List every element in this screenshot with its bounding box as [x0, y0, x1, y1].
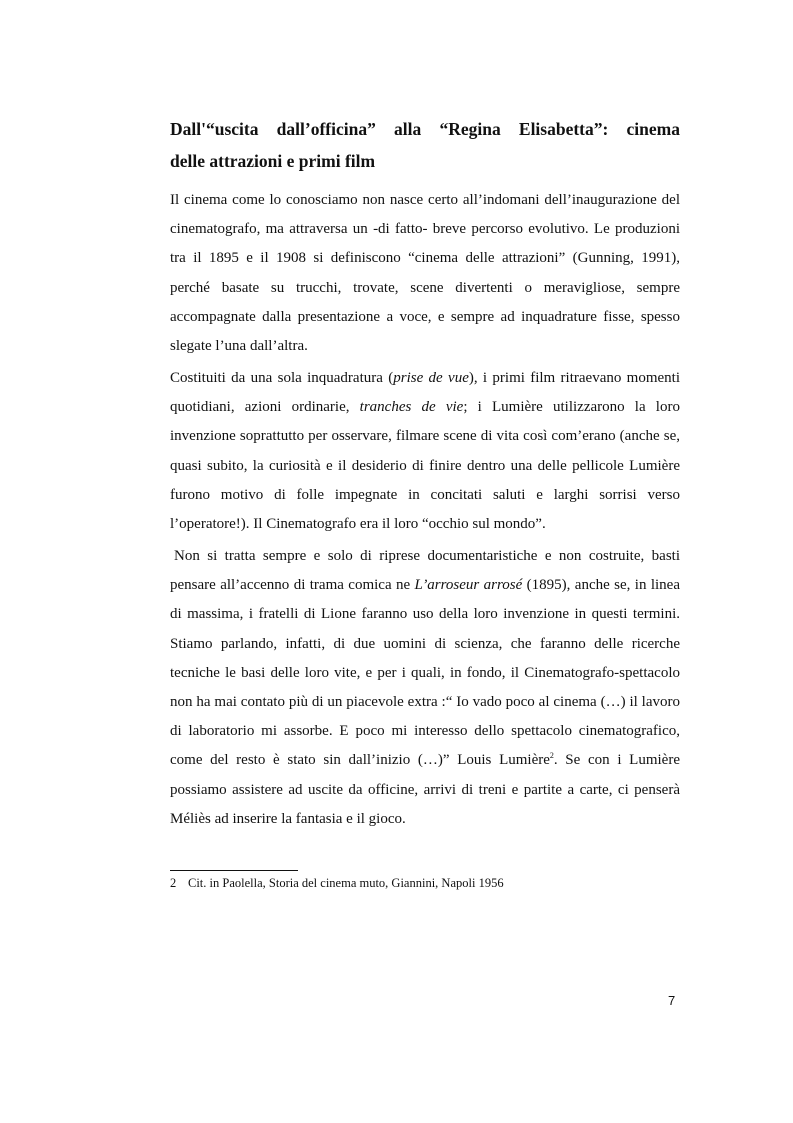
- footnote-number: 2: [170, 876, 177, 890]
- page-number: 7: [668, 993, 676, 1008]
- paragraph-2-text-a: Costituiti da una sola inquadratura (: [170, 370, 394, 386]
- footnote: [170, 874, 680, 892]
- paragraph-1: [170, 186, 680, 361]
- section-heading: [170, 113, 680, 177]
- paragraph-2: [170, 364, 680, 539]
- footnote-reference[interactable]: 2: [549, 751, 554, 761]
- paragraph-3-text-b: (1895), anche se, in linea di massima, i fratelli di Lione faranno uso della loro invenzione in questi termini. Stiamo parlando, infatti, di due uomini di scienza, che faranno delle ricerche tecniche le basi delle loro vite, e per i quali, in fondo, il Cinematografo-spettacolo non ha mai contato più di un piacevole extra :“ Io vado poco al cinema (…) il lavoro di laboratorio mi assorbe. E poco mi interesso dello spettacolo cinematografico, come del resto è stato sin dall’inizio (…)” Louis Lumière: [170, 577, 680, 769]
- paragraph-3-italic-film-title: L’arroseur arrosé: [414, 577, 523, 594]
- paragraph-3: [170, 542, 680, 834]
- paragraph-2-text-c: ; i Lumière utilizzarono la loro invenzione soprattutto per osservare, filmare scene di vita così com’erano (anche se, quasi subito, la curiosità e il desiderio di finire dentro una delle pellicole Lumière furono motivo di folle impegnate in concitati saluti e larghi sorrisi verso l’operatore!). Il Cinematografo era il loro “occhio sul mondo”.: [170, 399, 680, 533]
- footnote-separator: [170, 870, 298, 871]
- paragraph-2-text-b: ), i primi film ritraevano momenti quotidiani, azioni ordinarie,: [170, 370, 680, 416]
- paragraph-3-text-a: Non si tratta sempre e solo di riprese documentaristiche e non costruite, basti pensare all’accenno di trama comica ne: [170, 548, 680, 594]
- paragraph-3-text-c: . Se con i Lumière possiamo assistere ad uscite da officine, arrivi di treni e partite a carte, ci penserà Méliès ad inserire la fantasia e il gioco.: [170, 752, 680, 827]
- paragraph-1-text: Il cinema come lo conosciamo non nasce certo all’indomani dell’inaugurazione del cinematografo, ma attraversa un -di fatto- breve percorso evolutivo. Le produzioni tra il 1895 e il 1908 si definiscono “cinema delle attrazioni” (Gunning, 1991), perché basate su trucchi, trovate, scene divertenti o meravigliose, sempre accompagnate dalla presentazione a voce, e sempre ad inquadrature fisse, spesso slegate l’una dall’altra.: [170, 192, 680, 355]
- section-heading-line-1: Dall'“uscita dall’officina” alla “Regina Elisabetta”: cinema: [170, 119, 680, 139]
- section-heading-line-2: delle attrazioni e primi film: [170, 151, 376, 171]
- paragraph-2-italic-tranches-de-vie: tranches de vie: [359, 399, 464, 416]
- footnote-text: Cit. in Paolella, Storia del cinema muto, Giannini, Napoli 1956: [188, 876, 504, 890]
- paragraph-2-italic-prise-de-vue: prise de vue: [393, 370, 469, 386]
